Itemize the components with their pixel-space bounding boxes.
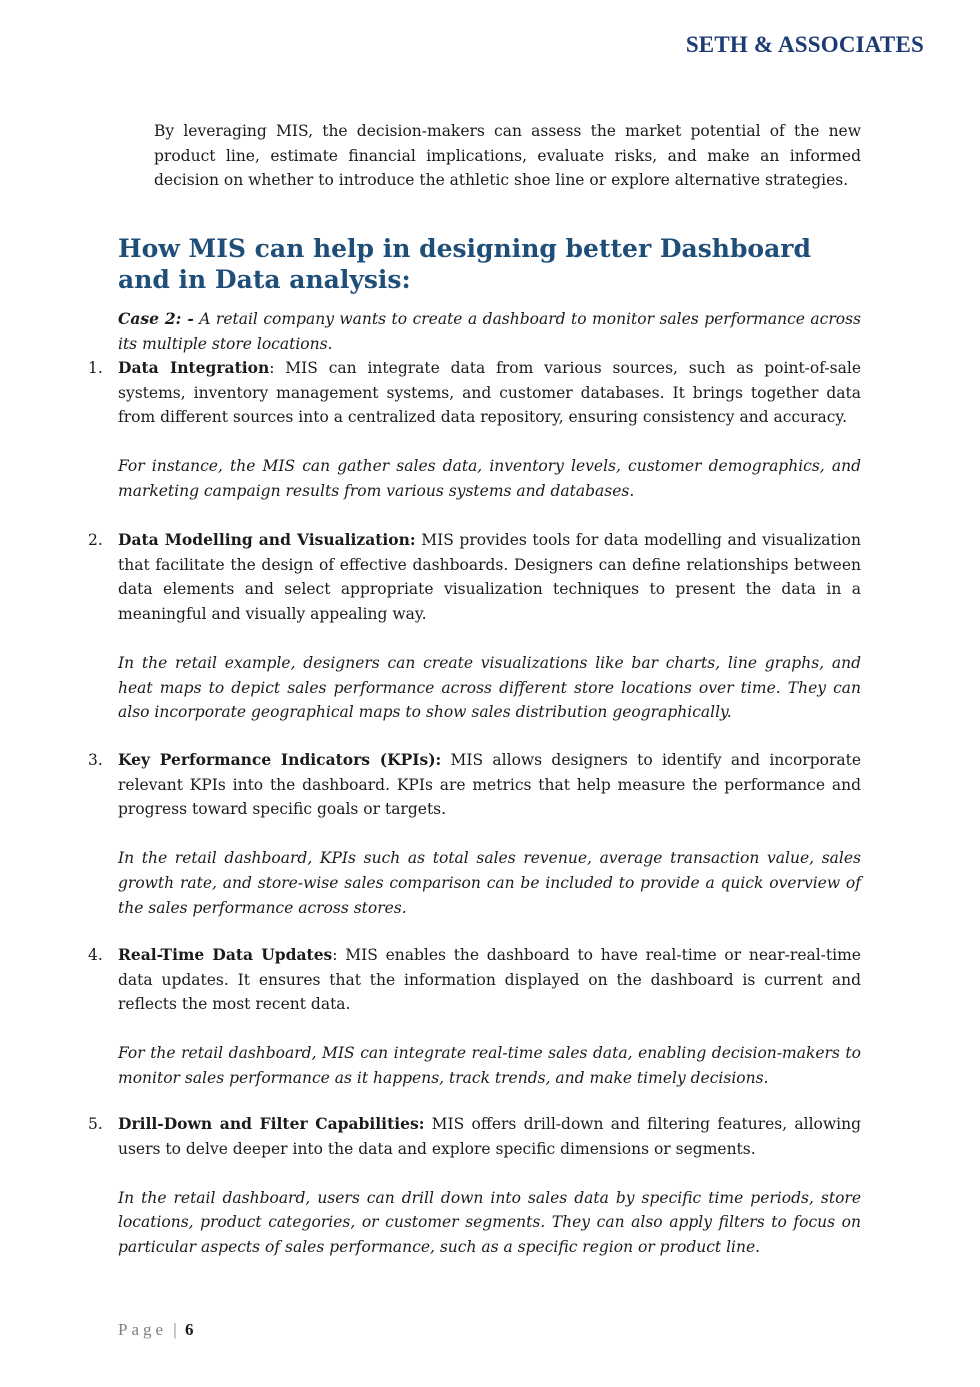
- list-item: [88, 943, 861, 1091]
- page-label: Page: [118, 1320, 168, 1339]
- list-item: [88, 748, 861, 920]
- item-body: [118, 1112, 861, 1161]
- list-number: 5.: [88, 1115, 103, 1133]
- item-title-sep: :: [269, 359, 275, 377]
- case-label: Case 2: -: [118, 309, 194, 328]
- item-body: [118, 748, 861, 822]
- list-number: 4.: [88, 946, 103, 964]
- page-number: 6: [184, 1320, 194, 1339]
- item-example: In the retail dashboard, users can drill down into sales data by specific time periods, store locations, product categories, or customer segments. They can also apply filters to focus on particular aspects of sales performance, such as a specific region or product line.: [118, 1188, 861, 1256]
- item-example: For instance, the MIS can gather sales data, inventory levels, customer demographics, and marketing campaign results from various systems and databases.: [118, 457, 861, 500]
- intro-paragraph: By leveraging MIS, the decision-makers can assess the market potential of the new product line, estimate financial implications, evaluate risks, and make an informed decision on whether to introduce the athletic shoe line or explore alternative strategies.: [154, 122, 861, 190]
- item-body: [118, 528, 861, 626]
- item-title: Data Integration: [118, 358, 270, 377]
- item-example: In the retail dashboard, KPIs such as total sales revenue, average transaction value, sales growth rate, and store-wise sales comparison can be included to provide a quick overview of the sales performance across stores.: [118, 849, 861, 917]
- item-text: MIS offers drill-down and filtering features, allowing users to delve deeper into the data and explore specific dimensions or segments.: [118, 1115, 861, 1158]
- list-item: [88, 356, 861, 504]
- section-heading: How MIS can help in designing better Dashboard and in Data analysis:: [118, 234, 811, 294]
- item-example: For the retail dashboard, MIS can integrate real-time sales data, enabling decision-makers to monitor sales performance as it happens, track trends, and make timely decisions.: [118, 1044, 861, 1087]
- item-example: In the retail example, designers can create visualizations like bar charts, line graphs, and heat maps to depict sales performance across different store locations over time. They can also incorporate geographical maps to show sales distribution geographically.: [118, 653, 861, 722]
- item-title: Key Performance Indicators (KPIs):: [118, 750, 442, 769]
- list-number: 1.: [88, 359, 103, 377]
- item-body: [118, 356, 861, 430]
- list-item: [88, 1112, 861, 1260]
- item-text: MIS allows designers to identify and incorporate relevant KPIs into the dashboard. KPIs are metrics that help measure the performance and progress toward specific goals or targets.: [118, 751, 862, 819]
- list-item: [88, 528, 861, 725]
- page-footer: [118, 1320, 193, 1340]
- case-text: A retail company wants to create a dashboard to monitor sales performance across its multiple store locations.: [118, 310, 861, 353]
- item-text: MIS enables the dashboard to have real-time or near-real-time data updates. It ensures that the information displayed on the dashboard is current and reflects the most recent data.: [118, 946, 861, 1014]
- item-title-sep: :: [332, 946, 338, 964]
- page-separator: |: [173, 1320, 177, 1339]
- brand-header: SETH & ASSOCIATES: [685, 32, 924, 57]
- item-text: MIS can integrate data from various sources, such as point-of-sale systems, inventory management systems, and customer databases. It brings together data from different sources into a centralized data repository, ensuring consistency and accuracy.: [118, 359, 861, 427]
- item-title: Real-Time Data Updates: [118, 945, 333, 964]
- case-statement: [118, 307, 861, 356]
- item-title: Drill-Down and Filter Capabilities:: [118, 1114, 425, 1133]
- list-number: 2.: [88, 531, 103, 549]
- item-text: MIS provides tools for data modelling and visualization that facilitate the design of effective dashboards. Designers can define relationships between data elements and select appropriate visualization techniques to present the data in a meaningful and visually appealing way.: [118, 531, 861, 623]
- item-title: Data Modelling and Visualization:: [118, 530, 416, 549]
- item-body: [118, 943, 861, 1017]
- list-number: 3.: [88, 751, 103, 769]
